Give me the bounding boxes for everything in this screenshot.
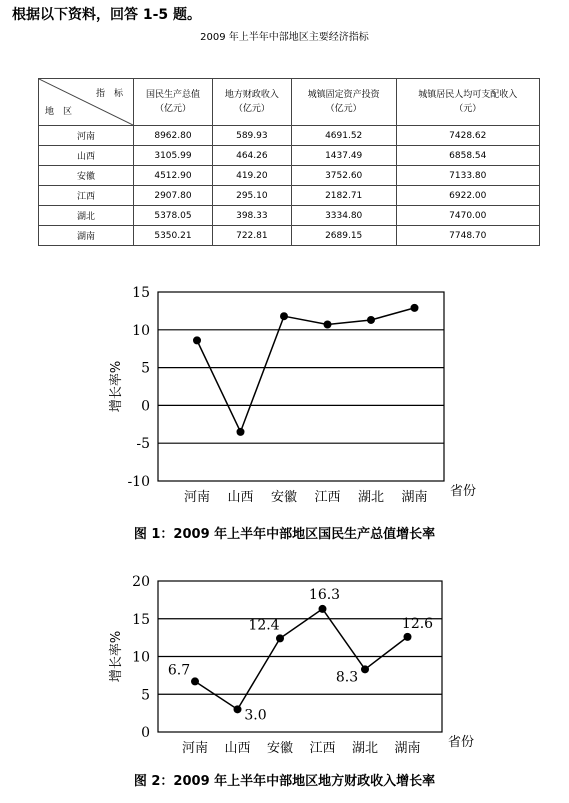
- chart2-y-tick-label: 20: [132, 574, 150, 590]
- chart2-data-point: [404, 633, 412, 641]
- chart2-y-tick-label: 0: [141, 725, 150, 741]
- chart2-data-label: 8.3: [335, 669, 359, 686]
- column-header-investment: 城镇固定资产投资 （亿元）: [291, 79, 396, 126]
- corner-label-region: 地 区: [45, 107, 73, 117]
- chart2-series-line: [195, 609, 408, 709]
- question-header: 根据以下资料，回答 1-5 题。: [12, 7, 202, 23]
- cell-investment: 3752.60: [291, 166, 396, 186]
- chart2-y-tick-label: 5: [141, 687, 150, 704]
- corner-header-cell: [39, 79, 134, 126]
- chart2-x-tick-label: 江西: [309, 741, 336, 756]
- cell-revenue: 419.20: [212, 166, 291, 186]
- cell-region: 江西: [39, 186, 134, 206]
- chart2-x-tick-label: 安徽: [266, 741, 294, 756]
- chart2-x-tick-label: 湖北: [351, 741, 379, 756]
- cell-revenue: 295.10: [212, 186, 291, 206]
- cell-revenue: 722.81: [212, 226, 291, 246]
- chart1-x-tick-label: 江西: [314, 490, 341, 505]
- column-header-income: 城镇居民人均可支配收入 （元）: [396, 79, 539, 126]
- cell-income: 7470.00: [396, 206, 539, 226]
- cell-region: 安徽: [39, 166, 134, 186]
- chart2-data-point: [191, 677, 199, 685]
- cell-income: 7133.80: [396, 166, 539, 186]
- chart1-x-tick-label: 湖北: [357, 490, 385, 505]
- cell-gdp: 2907.80: [134, 186, 213, 206]
- cell-gdp: 8962.80: [134, 126, 213, 146]
- chart2-data-label: 12.4: [248, 617, 280, 634]
- chart2-x-axis-label: 省份: [448, 735, 475, 750]
- table-row: [39, 166, 540, 186]
- chart1-caption: 图 1：2009 年上半年中部地区国民生产总值增长率: [133, 527, 436, 542]
- table-row: [39, 226, 540, 246]
- chart2-data-point: [361, 665, 369, 673]
- cell-investment: 2182.71: [291, 186, 396, 206]
- table-title: 2009 年上半年中部地区主要经济指标: [200, 32, 369, 43]
- cell-investment: 2689.15: [291, 226, 396, 246]
- chart1-data-point: [280, 312, 288, 320]
- chart1-data-point: [237, 428, 245, 436]
- cell-income: 6858.54: [396, 146, 539, 166]
- chart1-y-tick-label: -5: [136, 436, 150, 453]
- cell-gdp: 5350.21: [134, 226, 213, 246]
- economic-indicators-table: [38, 78, 540, 246]
- cell-gdp: 3105.99: [134, 146, 213, 166]
- cell-investment: 3334.80: [291, 206, 396, 226]
- chart1-series-line: [197, 308, 415, 432]
- chart2-data-point: [319, 605, 327, 613]
- cell-gdp: 4512.90: [134, 166, 213, 186]
- chart2-x-tick-label: 湖南: [394, 741, 421, 756]
- chart1-data-point: [367, 316, 375, 324]
- chart2-data-point: [234, 705, 242, 713]
- column-header-revenue: 地方财政收入 （亿元）: [212, 79, 291, 126]
- table-header-row: [39, 79, 540, 126]
- chart2-x-tick-label: 河南: [181, 741, 209, 756]
- chart1-x-tick-label: 湖南: [401, 490, 428, 505]
- chart1-data-point: [193, 336, 201, 344]
- cell-income: 6922.00: [396, 186, 539, 206]
- cell-region: 山西: [39, 146, 134, 166]
- cell-income: 7428.62: [396, 126, 539, 146]
- chart1-plot-frame: [158, 292, 444, 481]
- cell-income: 7748.70: [396, 226, 539, 246]
- cell-revenue: 589.93: [212, 126, 291, 146]
- chart2-plot-frame: [158, 581, 442, 732]
- chart1-data-point: [411, 304, 419, 312]
- chart1-x-tick-label: 安徽: [270, 490, 298, 505]
- chart2-y-tick-label: 10: [132, 649, 150, 666]
- chart1-y-tick-label: 10: [132, 322, 150, 339]
- chart2-data-point: [276, 634, 284, 642]
- corner-label-indicator: 指 标: [95, 89, 123, 99]
- chart2-data-label: 6.7: [167, 662, 191, 679]
- cell-revenue: 464.26: [212, 146, 291, 166]
- chart1-x-tick-label: 河南: [183, 490, 211, 505]
- cell-region: 湖北: [39, 206, 134, 226]
- table-row: [39, 206, 540, 226]
- cell-revenue: 398.33: [212, 206, 291, 226]
- chart1-y-tick-label: 0: [141, 398, 150, 415]
- chart1-y-tick-label: 5: [141, 360, 150, 377]
- cell-investment: 4691.52: [291, 126, 396, 146]
- chart2-data-label: 3.0: [244, 707, 267, 724]
- table-row: [39, 146, 540, 166]
- table-row: [39, 186, 540, 206]
- chart1-x-axis-label: 省份: [450, 484, 477, 499]
- chart2-y-tick-label: 15: [132, 611, 150, 628]
- chart1-y-tick-label: 15: [132, 285, 150, 301]
- chart2-x-tick-label: 山西: [224, 741, 251, 756]
- cell-gdp: 5378.05: [134, 206, 213, 226]
- column-header-gdp: 国民生产总值 （亿元）: [134, 79, 213, 126]
- chart2-data-label: 16.3: [308, 586, 341, 603]
- table-row: [39, 126, 540, 146]
- cell-region: 河南: [39, 126, 134, 146]
- chart2-y-axis-label: 增长率%: [109, 630, 124, 683]
- cell-region: 湖南: [39, 226, 134, 246]
- chart2-data-label: 12.6: [401, 615, 434, 632]
- chart1-y-tick-label: -10: [127, 474, 150, 490]
- chart1-y-axis-label: 增长率%: [109, 360, 124, 413]
- cell-investment: 1437.49: [291, 146, 396, 166]
- chart1-x-tick-label: 山西: [227, 490, 254, 505]
- chart1-data-point: [324, 321, 332, 329]
- chart2-caption: 图 2：2009 年上半年中部地区地方财政收入增长率: [133, 774, 436, 789]
